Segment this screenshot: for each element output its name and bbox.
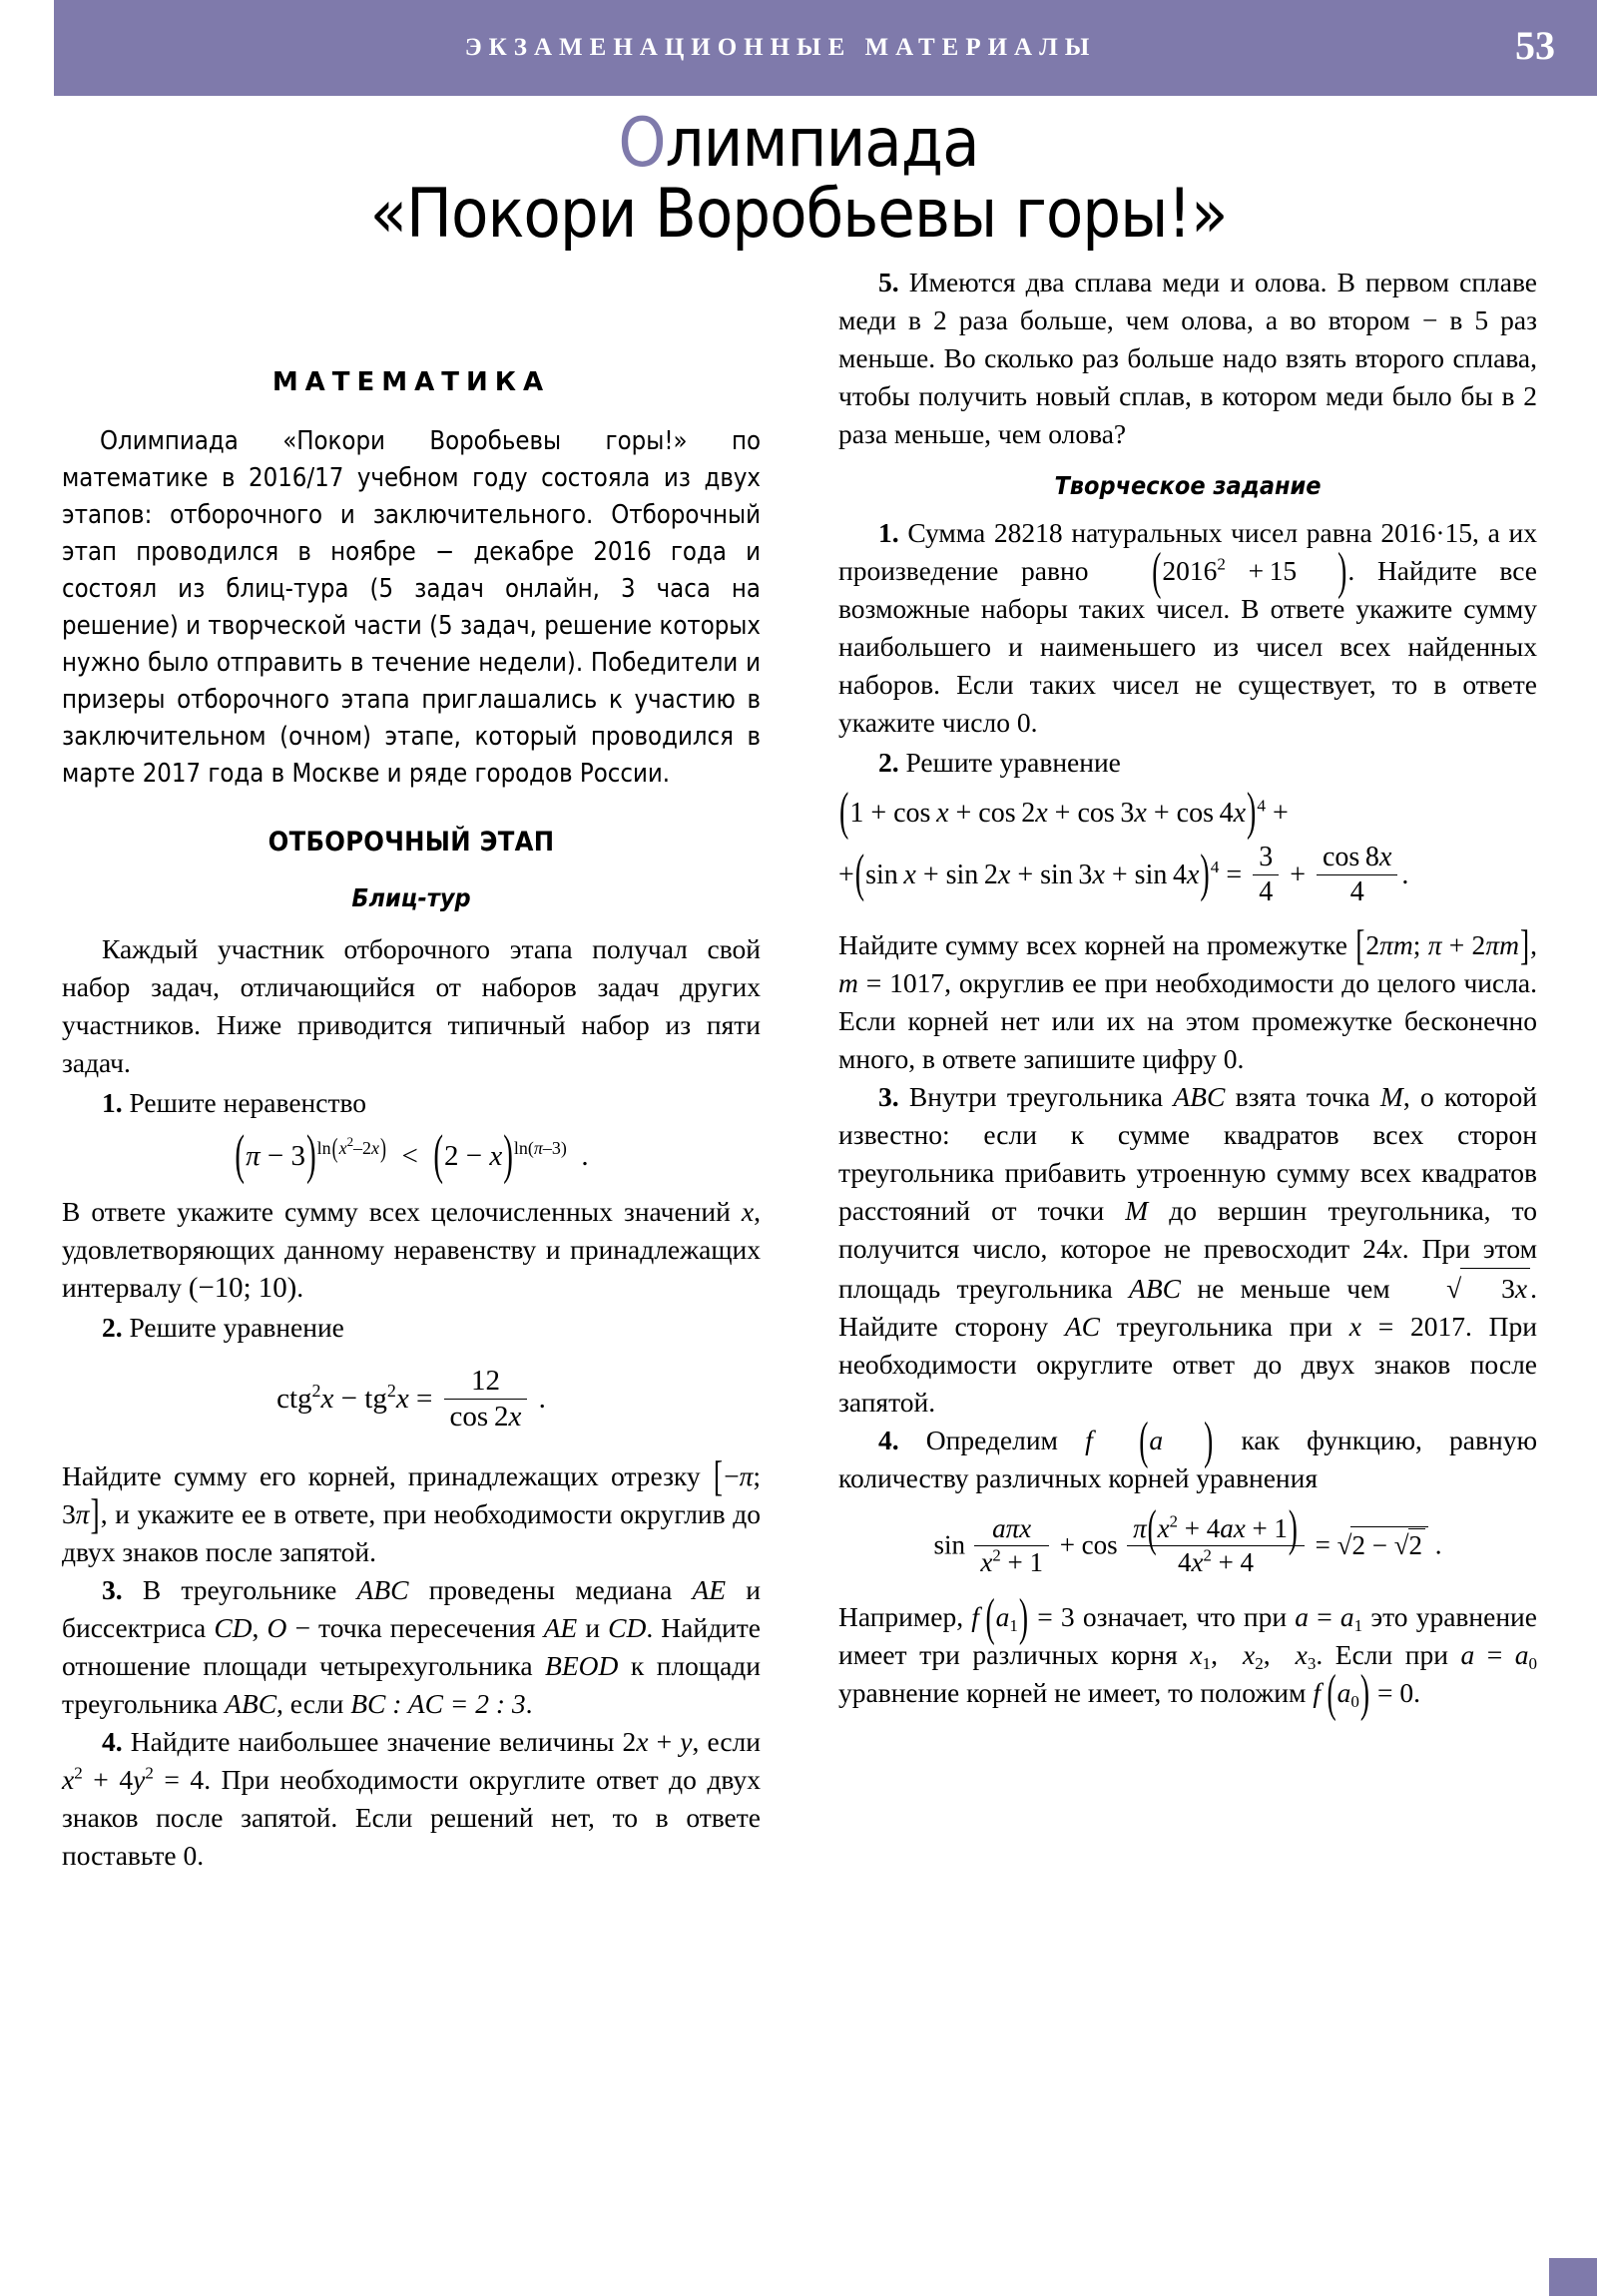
problem-5-text: Имеются два сплава меди и олова. В первом сплаве меди в 2 раза больше, чем олова, а во втором − в 5 раз меньше. Во сколько раз больше надо взять второго сплава, чтобы получить новый сплав, в котором меди было бы в 2 раза меньше, чем олова? xyxy=(838,267,1538,449)
problem-3-o: O xyxy=(266,1612,287,1643)
corner-marker xyxy=(1549,2258,1597,2296)
creative-3-t9: . При необходимости округлите ответ до двух знаков после запятой. xyxy=(838,1311,1538,1418)
creative-4-number: 4. xyxy=(878,1425,899,1455)
creative-4-roots: $x_1$, $x_2$, $x_3$ xyxy=(1190,1639,1317,1673)
creative-1-t1: Сумма 28218 натуральных чисел равна xyxy=(907,517,1381,548)
title-accent-letter: О xyxy=(618,104,666,183)
header-band xyxy=(54,0,1597,96)
problem-3-beod: BEOD xyxy=(545,1650,619,1681)
creative-4-tail-5: уравнение корней не имеет, то положим xyxy=(838,1677,1314,1708)
page-number: 53 xyxy=(1515,23,1555,68)
creative-2-number: 2. xyxy=(878,747,899,778)
problem-1-var: x xyxy=(741,1196,755,1227)
creative-4-fa0: f $(a_0) = 0$ xyxy=(1313,1662,1414,1722)
creative-3-abc: ABC xyxy=(1173,1081,1226,1112)
creative-2-tail-1: Найдите сумму всех корней на промежутке xyxy=(838,929,1355,960)
creative-3 xyxy=(838,1078,1537,1422)
problem-1-lead-text: Решите неравенство xyxy=(129,1087,367,1118)
creative-2-lead-text: Решите уравнение xyxy=(905,747,1121,778)
creative-3-24x: 24x xyxy=(1362,1233,1402,1264)
creative-3-t1: Внутри треугольника xyxy=(908,1081,1174,1112)
creative-3-x: x = 2017 xyxy=(1348,1311,1466,1342)
creative-3-m: M xyxy=(1379,1081,1403,1112)
creative-1-product: ($2016^2 + 15$ ) xyxy=(1152,540,1347,600)
intro-paragraph: Олимпиада «Покори Воробьевы горы!» по математике в 2016/17 учебном году состояла из двух этапов: отборочного и заключительного. Отборочный этап проводился в ноябре − декабре 2016 года и состоял из блиц-тура (5 задач онлайн, 3 часа на решение) и творческой части (5 задач, решение которых нужно было отправить в течение недели). Победители и призеры отборочного этапа приглашались к участию в заключительном (очном) этапе, который проводился в марте 2017 года в Москве и ряде городов России. xyxy=(62,426,761,789)
problem-3-abc: ABC xyxy=(356,1574,409,1605)
problem-3-cd: CD xyxy=(214,1612,253,1643)
creative-1 xyxy=(838,514,1537,742)
problem-4-expr1: 2x + y xyxy=(622,1726,693,1757)
problem-2-tail-a: Найдите сумму его корней, принадлежащих отрезку xyxy=(62,1460,713,1491)
problem-4-t1: Найдите наибольшее значение величины xyxy=(130,1726,623,1757)
problem-3 xyxy=(62,1571,761,1723)
creative-1-t3: . Найдите все возможные наборы таких чисел. В ответе укажите сумму наибольшего и наименьшего из чисел всех найденных наборов. Если таких чисел не существует, то в ответе укажите число 0. xyxy=(838,555,1537,738)
problem-3-t10: . xyxy=(525,1688,533,1719)
problem-3-t8: к площади треугольника xyxy=(62,1650,761,1719)
creative-4-aa1: $a = a_1$ xyxy=(1295,1601,1363,1635)
problem-3-t5: − точка пересечения xyxy=(286,1612,544,1643)
creative-3-number: 3. xyxy=(878,1081,899,1112)
creative-4-tail-2: означает, что при xyxy=(1074,1601,1296,1632)
creative-3-t8: треугольника при xyxy=(1100,1311,1349,1342)
creative-1-number: 1. xyxy=(878,517,899,548)
subject-heading: МАТЕМАТИКА xyxy=(271,367,551,397)
problem-1-tail-d: . xyxy=(296,1272,304,1303)
problem-1-interval: (−10; 10) xyxy=(188,1272,297,1304)
creative-3-t7: . Найдите сторону xyxy=(838,1273,1538,1342)
creative-4-tail xyxy=(838,1586,1538,1722)
creative-4-lead xyxy=(838,1410,1537,1497)
creative-3-sqrt: √ 3x xyxy=(1406,1273,1530,1304)
creative-3-t5: . При этом площадь треугольника xyxy=(838,1233,1537,1304)
problem-1-tail xyxy=(62,1193,761,1307)
right-column xyxy=(838,267,1538,1722)
title-line-1 xyxy=(0,104,1597,183)
header-section-title: ЭКЗАМЕНАЦИОННЫЕ МАТЕРИАЛЫ xyxy=(464,34,1097,61)
creative-4-t1: Определим xyxy=(925,1425,1086,1455)
problem-3-cd2: CD xyxy=(608,1612,647,1643)
creative-2-lead xyxy=(838,744,1537,782)
creative-4-sqrt: √2 − √2 xyxy=(1337,1530,1428,1560)
creative-4-tail-1: Например, xyxy=(838,1601,972,1632)
problem-3-t1: В треугольнике xyxy=(142,1574,357,1605)
problem-1-formula: $(\pi - 3)^{ln(x^2-2x)} < (2 - x)^{ln(\pi-3)}$ . xyxy=(235,1125,589,1186)
problem-3-t9: , если xyxy=(276,1688,351,1719)
problem-3-abc2: ABC xyxy=(225,1688,277,1719)
round-intro-paragraph: Каждый участник отборочного этапа получал свой набор задач, отличающийся от наборов задач других участников. Ниже приводится типичный набор из пяти задач. xyxy=(62,933,761,1078)
problem-3-ae2: AE xyxy=(543,1612,578,1643)
problem-4-t3: . При необходимости округлите ответ до двух знаков после запятой. Если решений нет, то в ответе поставьте 0. xyxy=(62,1764,761,1871)
problem-4 xyxy=(62,1723,761,1875)
problem-3-t3: и биссектриса xyxy=(62,1574,762,1643)
creative-task-heading: Творческое задание xyxy=(1054,471,1322,500)
creative-2-m: m = 1017 xyxy=(838,967,945,998)
problem-4-number: 4. xyxy=(102,1726,123,1757)
problem-3-t4: , xyxy=(252,1612,267,1643)
problem-2-tail xyxy=(62,1451,761,1571)
problem-1-tail-c: , удовлетворяющих данному неравенству и принадлежащих интервалу xyxy=(62,1196,761,1303)
problem-2-interval: [−π; 3π] xyxy=(62,1451,761,1538)
problem-3-ae: AE xyxy=(692,1574,727,1605)
problem-2-tail-b: , и укажите ее в ответе, при необходимости округлив до двух знаков после запятой. xyxy=(62,1498,761,1567)
problem-2-number: 2. xyxy=(102,1312,123,1343)
problem-3-t2: проведены медиана xyxy=(408,1574,693,1605)
problem-2-lead-text: Решите уравнение xyxy=(129,1312,344,1343)
creative-2-tail-3: , округлив ее при необходимости до целого числа. Если корней нет или их на этом промежутке бесконечно много, в ответе запишите цифру 0. xyxy=(838,967,1538,1074)
creative-3-t4: до вершин треугольника, то получится число, которое не превосходит xyxy=(838,1195,1537,1264)
title-line-2: «Покори Воробьевы горы!» xyxy=(369,175,1228,255)
page-title xyxy=(0,104,1597,255)
problem-3-t7: . Найдите отношение площади четырехугольника xyxy=(62,1612,762,1681)
creative-4-t2: как функцию, равную количеству различных корней уравнения xyxy=(838,1425,1537,1493)
problem-4-t2: , если xyxy=(692,1726,762,1757)
problem-1-lead xyxy=(62,1084,761,1122)
creative-1-sum: 2016·15 xyxy=(1380,517,1473,548)
problem-2-formula: $ctg^2x - tg^2x$ = $\frac{12}{\cos 2x}$ . xyxy=(276,1365,546,1433)
creative-4-tail-4: . Если при xyxy=(1316,1639,1461,1670)
creative-3-m2: M xyxy=(1125,1195,1149,1226)
problem-3-t6: и xyxy=(577,1612,609,1643)
problem-2-lead xyxy=(62,1309,761,1347)
creative-3-t6: не меньше чем xyxy=(1181,1273,1407,1304)
problem-1-number: 1. xyxy=(102,1087,123,1118)
problem-5 xyxy=(838,264,1537,453)
problem-3-number: 3. xyxy=(102,1574,123,1605)
problem-1-tail-a: В ответе укажите сумму всех целочисленных значений xyxy=(62,1196,742,1227)
creative-4-aa0: $a = a_0$ xyxy=(1460,1639,1538,1673)
creative-2-formula-line-1: $(1 + \cos x + \cos 2x + \cos 3x + \cos 4x)^4$ + xyxy=(839,783,1289,843)
creative-2-tail-2: , xyxy=(1530,929,1537,960)
creative-4-tail-6: . xyxy=(1413,1677,1420,1708)
creative-2-tail xyxy=(838,920,1538,1078)
problem-4-expr2: $x^2 + 4y^2 = 4$ xyxy=(62,1763,205,1795)
creative-4-fa: f (a ) xyxy=(1085,1410,1214,1469)
creative-2-formula-line-2: +(sin x + sin 2x + sin 3x + sin 4x)$^4$ = $\frac{3}{4}$ + $\frac{\cos 8x}{4}$ . xyxy=(838,842,1409,907)
left-column xyxy=(62,367,761,1875)
stage-heading: ОТБОРОЧНЫЙ ЭТАП xyxy=(267,827,555,858)
creative-4-tail-3: это уравнение имеет три различных корня xyxy=(838,1601,1537,1670)
creative-4-fa1: f $(a_1) = 3$ xyxy=(971,1586,1075,1646)
creative-3-t2: взята точка xyxy=(1225,1081,1380,1112)
round-heading: Блиц-тур xyxy=(351,883,471,912)
creative-3-abc2: ABC xyxy=(1129,1273,1181,1304)
creative-3-ac: AC xyxy=(1064,1311,1100,1342)
problem-5-number: 5. xyxy=(878,267,899,297)
creative-2-interval: [2πm; π + 2πm] xyxy=(1355,920,1530,969)
creative-3-t3: , о которой известно: если к сумме квадратов всех сторон треугольника прибавить утроенную сумму всех квадратов расстояний от точки xyxy=(838,1081,1538,1226)
creative-4-formula: sin $\frac{\text{aπx}}{x^2 + 1}$ + cos $\frac{\pi(x^2 + 4ax + 1)}{4x^2 + 4}$ = √2 − √2 . xyxy=(933,1499,1442,1577)
problem-3-ratio: BC : AC = 2 : 3 xyxy=(350,1688,526,1719)
title-line-1-rest: лимпиада xyxy=(665,104,979,183)
creative-1-t2: , а их произведение равно xyxy=(838,517,1537,586)
